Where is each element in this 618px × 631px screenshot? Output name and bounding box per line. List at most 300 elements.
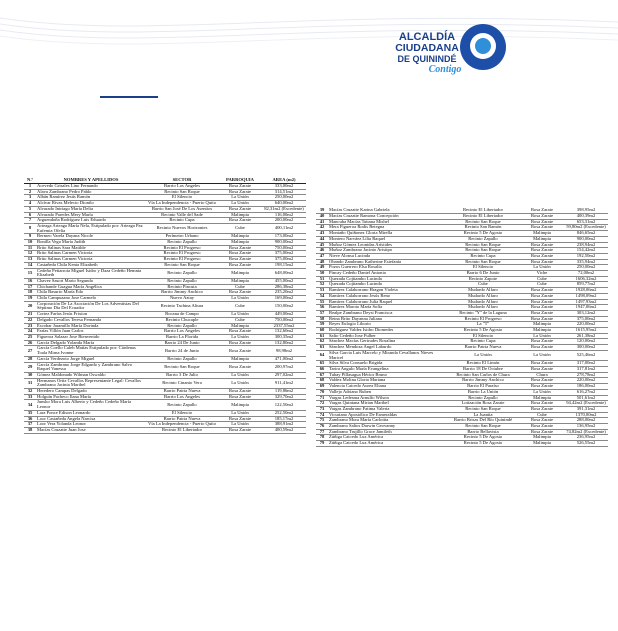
beneficiary-name: Loor Castañeda Angela Narcisa xyxy=(36,416,146,422)
sector-cell: Barrio La Unión xyxy=(446,389,520,395)
row-number: 28 xyxy=(24,356,36,362)
beneficiary-name: Zambrano Mora María Carlotita xyxy=(328,418,446,424)
sector-cell: Barrio Jimmy Anchico xyxy=(146,290,218,296)
row-number: 78 xyxy=(316,435,328,441)
parroquia-cell: Rosa Zarate xyxy=(218,362,262,372)
sector-cell: Bocana de Campo xyxy=(146,312,218,318)
header-parroquia: PARROQUIA xyxy=(218,178,262,184)
sector-cell: Recinto 5 De Agosto xyxy=(446,435,520,441)
sector-cell: Barrio Patria Nueva xyxy=(446,345,520,351)
beneficiary-name: Brito Salinas Carmen Victoria xyxy=(36,251,146,257)
area-cell: 220,00m2 xyxy=(564,378,608,384)
beneficiary-name: Mancuba Macías Tatiana Mishel xyxy=(328,219,446,225)
area-cell: 59,80m2 (Excedente) xyxy=(564,225,608,231)
row-number: 55 xyxy=(316,299,328,305)
sector-cell: Barrio Bellavista xyxy=(446,429,520,435)
area-cell: 74,82m2 (Excedente) xyxy=(564,429,608,435)
sector-cell: Mudardo Alfaro xyxy=(446,288,520,294)
area-cell: 400,39m2 xyxy=(564,214,608,220)
area-cell: 1370,00m2 xyxy=(564,412,608,418)
row-number: 65 xyxy=(316,361,328,367)
row-number: 20 xyxy=(24,301,36,311)
parroquia-cell: Rosa Zarate xyxy=(520,214,564,220)
area-cell: 72,00m2 xyxy=(564,271,608,277)
beneficiary-name: Loor Vera Yolanda Leonor xyxy=(36,422,146,428)
parroquia-cell: Malimpia xyxy=(218,234,262,240)
sector-cell: Recinto San Carlos de Chura xyxy=(446,372,520,378)
row-number: 48 xyxy=(316,259,328,265)
parroquia-cell: Rosa Zarate xyxy=(520,339,564,345)
sector-cell: Recinto Zapallo xyxy=(146,323,218,329)
area-cell: 375,00m2 xyxy=(262,257,306,263)
row-number: 42 xyxy=(316,225,328,231)
parroquia-cell: La Unión xyxy=(218,334,262,340)
area-cell: 303,12m2 xyxy=(564,310,608,316)
row-number: 50 xyxy=(316,271,328,277)
sector-cell: Recinto San Roque xyxy=(146,362,218,372)
parroquia-cell: La Unión xyxy=(520,333,564,339)
area-cell: 278,78m2 xyxy=(564,372,608,378)
area-cell: 250,00m2 xyxy=(564,265,608,271)
sector-cell: El Silencio xyxy=(446,265,520,271)
beneficiary-name: Reina Brito Dayanna Juliana xyxy=(328,316,446,322)
row-number: 43 xyxy=(316,231,328,237)
beneficiary-name: Zambrano Saltos Darwin Geovanny xyxy=(328,424,446,430)
area-cell: 329,70m2 xyxy=(262,394,306,400)
row-number: 21 xyxy=(24,312,36,318)
area-cell: 449,00m2 xyxy=(262,312,306,318)
row-number: 22 xyxy=(24,317,36,323)
area-cell: 750,00m2 xyxy=(262,245,306,251)
area-cell: 317,81m2 xyxy=(564,366,608,372)
parroquia-cell: Malimpia xyxy=(520,231,564,237)
sector-cell: Recinto Zapallo xyxy=(146,356,218,362)
sector-cell: Barrio 24 de Junio xyxy=(146,346,218,356)
sector-cell: Recinto El Limón xyxy=(446,361,520,367)
row-number: 71 xyxy=(316,395,328,401)
parroquia-cell: Rosa Zarate xyxy=(218,389,262,395)
parroquia-cell: Malimpia xyxy=(218,356,262,362)
area-cell: 82,31m2 (Excedente) xyxy=(262,206,306,212)
sector-cell: Recinto San Roque xyxy=(146,189,218,195)
row-number: 54 xyxy=(316,293,328,299)
parroquia-cell: Rosa Zarate xyxy=(218,394,262,400)
header-wave-decoration xyxy=(0,0,618,100)
area-cell: 200,00m2 xyxy=(262,218,306,224)
row-number: 33 xyxy=(24,394,36,400)
parroquia-cell: Malimpia xyxy=(520,236,564,242)
parroquia-cell: La Unión xyxy=(218,201,262,207)
beneficiary-name: Alava Zambrano Pedro Pablo xyxy=(36,189,146,195)
area-cell: 235,20m2 xyxy=(262,290,306,296)
beneficiary-name: Albán Ramírez Jesús Ramón xyxy=(36,195,146,201)
row-number: 14 xyxy=(24,262,36,268)
row-number: 35 xyxy=(24,410,36,416)
parroquia-cell: Rosa Zarate xyxy=(218,245,262,251)
parroquia-cell: Malimpia xyxy=(520,395,564,401)
parroquia-cell: La Unión xyxy=(520,350,564,360)
area-cell: 391,31m2 xyxy=(564,406,608,412)
beneficiary-name: Silva Garcia Luis Marcelo y Miranda Cevallanos Nieves Maricel xyxy=(328,350,446,360)
sector-cell: Barrio 24 De Junio xyxy=(146,340,218,346)
beneficiary-name: García Verdezoto Jorge Miguel xyxy=(36,356,146,362)
sector-cell: Recinto Pincuta xyxy=(146,284,218,290)
sector-cell: Lotización Rosa Zarate xyxy=(446,401,520,407)
parroquia-cell: Malimpia xyxy=(520,435,564,441)
parroquia-cell: Rosa Zarate xyxy=(218,329,262,335)
header-number: N.º xyxy=(24,178,36,184)
sector-cell: Recinto Zapallo xyxy=(146,400,218,410)
row-number: 66 xyxy=(316,366,328,372)
row-number: 3 xyxy=(24,195,36,201)
parroquia-cell: Rosa Zarate xyxy=(520,316,564,322)
parroquia-cell: Rosa Zarate xyxy=(218,262,262,268)
beneficiary-name: Cortez Farías Jesús Frixion xyxy=(36,312,146,318)
sector-cell: La "T" xyxy=(446,322,520,328)
row-number: 56 xyxy=(316,305,328,311)
sector-cell: Recinto San Roque xyxy=(446,406,520,412)
parroquia-cell: La Unión xyxy=(218,422,262,428)
table-row xyxy=(24,206,306,212)
sector-cell: Recinto San Roque xyxy=(446,259,520,265)
area-cell: 150,00m2 xyxy=(262,301,306,311)
beneficiary-name: Valencia Caicedo Aurea Eliana xyxy=(328,384,446,390)
beneficiary-name: Junsho Mora Luis Alberto y Cedeño Cedeño María Leonor xyxy=(36,400,146,410)
beneficiary-name: Alcívar Rivas Melecio Dionilo xyxy=(36,201,146,207)
row-number: 47 xyxy=(316,253,328,259)
area-cell: 900,00m2 xyxy=(262,240,306,246)
sector-cell: Recinto Cinanto Vera xyxy=(146,378,218,388)
parroquia-cell: Cube xyxy=(218,223,262,233)
area-cell: 1497,93m2 xyxy=(564,299,608,305)
beneficiary-name: Nieve Alonsa Lucinda xyxy=(328,253,446,259)
beneficiary-name: Chavez Sasori Mario Segundo xyxy=(36,278,146,284)
sector-cell: Cube xyxy=(446,282,520,288)
sector-cell: La Juanita xyxy=(446,412,520,418)
beneficiary-name: Acevedo Grisales Lino Fernando xyxy=(36,184,146,190)
area-cell: 317,00m2 xyxy=(564,361,608,367)
sector-cell: Recinto San Roque xyxy=(446,219,520,225)
beneficiary-name: Quezada Cojitambo Lucinda xyxy=(328,282,446,288)
beneficiary-name: Macías Cruzatte Juan Jose xyxy=(36,427,146,433)
area-cell: 1928,06m2 xyxy=(564,288,608,294)
row-number: 12 xyxy=(24,251,36,257)
header-name: NOMBRES Y APELLIDOS xyxy=(36,178,146,184)
sector-cell: Perímetro Urbano xyxy=(146,234,218,240)
row-number: 69 xyxy=(316,384,328,390)
beneficiary-name: Vargas Ledesma Arnulfo Wilson xyxy=(328,395,446,401)
sector-cell: Barrio La Florida xyxy=(146,334,218,340)
parroquia-cell: Cube xyxy=(520,276,564,282)
sector-cell: Nuevo Aztay xyxy=(146,296,218,302)
beneficiary-name: Silva Silva Consuelo Brigida xyxy=(328,361,446,367)
row-number: 44 xyxy=(316,236,328,242)
area-cell: 220,00m2 xyxy=(564,322,608,328)
sector-cell: Recinto Zapote xyxy=(446,276,520,282)
sector-cell: Recinto Zapallo xyxy=(146,278,218,284)
sector-cell: Recinto El Progreso xyxy=(146,245,218,251)
row-number: 41 xyxy=(316,219,328,225)
area-cell: 400,11m2 xyxy=(262,223,306,233)
row-number: 57 xyxy=(316,310,328,316)
table-row xyxy=(24,268,306,278)
sector-cell: Recinto Nuevos Horizontes xyxy=(146,223,218,233)
area-cell: 314,51m2 xyxy=(262,189,306,195)
beneficiary-name: García Zambrano Jorge Edgardo y Zambrano Salvo Raquel Vanessa xyxy=(36,362,146,372)
sector-cell: Recinto 5 De Agosto xyxy=(446,441,520,447)
area-cell: 236,95m2 xyxy=(564,435,608,441)
row-number: 39 xyxy=(316,208,328,214)
beneficiary-name: Zúñiga Caicedo Luz América xyxy=(328,441,446,447)
row-number: 24 xyxy=(24,329,36,335)
area-cell: 911,41m2 xyxy=(262,378,306,388)
table-row xyxy=(24,362,306,372)
parroquia-cell: La Unión xyxy=(218,296,262,302)
parroquia-cell: Malimpia xyxy=(218,212,262,218)
parroquia-cell: Malimpia xyxy=(218,400,262,410)
parroquia-cell: Cube xyxy=(218,284,262,290)
row-number: 17 xyxy=(24,284,36,290)
parroquia-cell: Rosa Zarate xyxy=(520,253,564,259)
area-cell: 750,00m2 xyxy=(262,317,306,323)
sector-cell: Mudardo Alfaro xyxy=(446,293,520,299)
parroquia-cell: Rosa Zarate xyxy=(520,242,564,248)
parroquia-cell: Malimpia xyxy=(218,268,262,278)
area-cell: 398,95m2 xyxy=(564,208,608,214)
row-number: 73 xyxy=(316,406,328,412)
sector-cell: Mudardo Alfaro xyxy=(446,305,520,311)
area-cell: 900,00m2 xyxy=(564,236,608,242)
parroquia-cell: La Unión xyxy=(218,312,262,318)
beneficiary-name: Rodríguez Valdez Isidro Diomedes xyxy=(328,328,446,334)
beneficiary-name: Muñoz Gómez Leonidas Arístides xyxy=(328,242,446,248)
sector-cell: Recinto Chucaple xyxy=(146,317,218,323)
area-cell: 169,00m2 xyxy=(262,296,306,302)
sector-cell: Barrio El Paraíso xyxy=(446,384,520,390)
table-row xyxy=(24,301,306,311)
sector-cell: Recinto Zapallo xyxy=(146,268,218,278)
parroquia-cell: Rosa Zarate xyxy=(218,427,262,433)
beneficiary-name: Macías Cruzatte Ramona Concepción xyxy=(328,214,446,220)
beneficiary-name: Figueroa Salazar Jose Bienvenido xyxy=(36,334,146,340)
sector-cell: Recinto 5 De Agosto xyxy=(446,231,520,237)
beneficiary-name: Alvarado Intriago María Delia xyxy=(36,206,146,212)
area-cell: 98,98m2 xyxy=(262,346,306,356)
row-number: 74 xyxy=(316,412,328,418)
beneficiary-name: Gómez Maldonado Wilman Oswaldo xyxy=(36,372,146,378)
area-cell: 375,00m2 xyxy=(262,251,306,257)
beneficiary-name: Corporación De La Asociación De Los Adventistas Del Séptimo Día Del Ecuador xyxy=(36,301,146,311)
area-cell: 526,55m2 xyxy=(564,441,608,447)
row-number: 36 xyxy=(24,416,36,422)
sector-cell: Recinto Cupa xyxy=(146,218,218,224)
area-cell: 648,00m2 xyxy=(262,268,306,278)
header-area: ÁREA (m2) xyxy=(262,178,306,184)
beneficiary-name: Montero Narváez Lilia Raquel xyxy=(328,236,446,242)
beneficiary-name: Muñoz Zambrano Jacinto Aristipo xyxy=(328,248,446,254)
sector-cell: Barrio Los Ángeles xyxy=(146,394,218,400)
area-cell: 1606,32m2 xyxy=(564,276,608,282)
area-cell: 288,00m2 xyxy=(564,418,608,424)
beneficiary-name: Brito Salinas Sara Matilde xyxy=(36,245,146,251)
parroquia-cell: Rosa Zarate xyxy=(218,251,262,257)
parroquia-cell: Rosa Zarate xyxy=(520,208,564,214)
beneficiary-name: Salto Cedeño Jose Fulber xyxy=(328,333,446,339)
row-number: 1 xyxy=(24,184,36,190)
area-cell: 1615,95m2 xyxy=(564,328,608,334)
beneficiary-name: Vargas Quintana Mirian Maribel xyxy=(328,401,446,407)
sector-cell: Recinto San Roque xyxy=(146,262,218,268)
area-cell: 132,80m2 xyxy=(262,340,306,346)
beneficiary-name: Castañeda Chila Kenia Elizabeth xyxy=(36,262,146,268)
row-number: 26 xyxy=(24,340,36,346)
row-number: 67 xyxy=(316,372,328,378)
parroquia-cell: Cube xyxy=(520,412,564,418)
row-number: 45 xyxy=(316,242,328,248)
sector-cell: El Silencio xyxy=(146,195,218,201)
row-number: 6 xyxy=(24,212,36,218)
area-cell: 198,15m2 xyxy=(262,262,306,268)
area-cell: 1498,09m2 xyxy=(564,293,608,299)
beneficiary-name: Ramírez Calahorrano Julia Raquel xyxy=(328,299,446,305)
row-number: 72 xyxy=(316,401,328,407)
sector-cell: Barrio Patria Nueva xyxy=(146,389,218,395)
beneficiary-name: Vargas Zambrano Fatima Valeria xyxy=(328,406,446,412)
beneficiary-name: Macías Cruzatte Karina Gabriela xyxy=(328,208,446,214)
area-cell: 154,42m2 xyxy=(564,248,608,254)
beneficiary-name: Reyes Eulogio Liborio xyxy=(328,322,446,328)
parroquia-cell: Rosa Zarate xyxy=(520,288,564,294)
parroquia-cell: Rosa Zarate xyxy=(520,384,564,390)
sector-cell: Barrio Jimmy Anchico xyxy=(446,378,520,384)
sector-cell: El Silencio xyxy=(446,333,520,339)
sector-cell: Recinto Zapallo xyxy=(446,395,520,401)
sector-cell: El Silencio xyxy=(146,410,218,416)
row-number: 32 xyxy=(24,389,36,395)
parroquia-cell: Rosa Zarate xyxy=(520,424,564,430)
parroquia-cell: Rosa Zarate xyxy=(520,310,564,316)
beneficiary-name: Lara Ponce Edison Leonardo xyxy=(36,410,146,416)
sector-cell: Recinto El Progreso xyxy=(446,316,520,322)
area-cell: 400,59m2 xyxy=(262,427,306,433)
beneficiary-name: Vicuriano Apostólico De Esmeraldas xyxy=(328,412,446,418)
parroquia-cell: Rosa Zarate xyxy=(218,340,262,346)
parroquia-cell: Rosa Zarate xyxy=(218,416,262,422)
parroquia-cell: Rosa Zarate xyxy=(218,218,262,224)
parroquia-cell: Malimpia xyxy=(520,328,564,334)
sector-cell: Barrio 3 De Julio xyxy=(146,372,218,378)
row-number: 7 xyxy=(24,218,36,224)
row-number: 25 xyxy=(24,334,36,340)
parroquia-cell: Rosa Zarate xyxy=(520,345,564,351)
area-cell: 173,00m2 xyxy=(262,234,306,240)
table-row xyxy=(24,346,306,356)
row-number: 16 xyxy=(24,278,36,284)
beneficiary-name: Brito Salinas Carmen Victoria xyxy=(36,257,146,263)
area-cell: 286,38m2 xyxy=(262,284,306,290)
row-number: 30 xyxy=(24,372,36,378)
beneficiary-name: Bonilla Vega María Judith xyxy=(36,240,146,246)
sector-cell: Recinto San Roque xyxy=(446,248,520,254)
sector-cell: Recinto Zapallo xyxy=(446,236,520,242)
beneficiary-name: Tubay Pillasagua Héctor Bruno xyxy=(328,372,446,378)
row-number: 40 xyxy=(316,214,328,220)
table-row xyxy=(316,350,608,360)
parroquia-cell: Cube xyxy=(520,282,564,288)
beneficiary-name: Tarira Angulo María Evangelina xyxy=(328,366,446,372)
parroquia-cell: La Unión xyxy=(218,378,262,388)
beneficiary-name: Ramírez Calahorrano Jesús Reno xyxy=(328,293,446,299)
table-row xyxy=(24,223,306,233)
area-cell: 375,00m2 xyxy=(564,316,608,322)
sector-cell: Recinto El Libertador xyxy=(146,427,218,433)
beneficiaries-table-right xyxy=(316,208,608,447)
area-cell: 335,94m2 xyxy=(564,259,608,265)
parroquia-cell: Rosa Zarate xyxy=(520,293,564,299)
row-number: 52 xyxy=(316,282,328,288)
parroquia-cell: Rosa Zarate xyxy=(520,429,564,435)
area-cell: 186,00m2 xyxy=(564,384,608,390)
parroquia-cell: Rosa Zarate xyxy=(520,299,564,305)
row-number: 59 xyxy=(316,322,328,328)
row-number: 9 xyxy=(24,234,36,240)
beneficiary-name: Holguín Pacheco Ilana María xyxy=(36,394,146,400)
beneficiary-name: Obando Zambrano Katherine Estefanía xyxy=(328,259,446,265)
row-number: 68 xyxy=(316,378,328,384)
logo-text-quininde: DE QUININDÉ xyxy=(397,54,457,64)
row-number: 75 xyxy=(316,418,328,424)
parroquia-cell: Cube xyxy=(218,301,262,311)
beneficiary-name: Chila Basurto María Eda xyxy=(36,290,146,296)
beneficiary-name: Ramírez Calahorrano Hragon Violeta xyxy=(328,288,446,294)
parroquia-cell: La Unión xyxy=(218,410,262,416)
area-cell: 120,00m2 xyxy=(564,339,608,345)
row-number: 70 xyxy=(316,389,328,395)
sector-cell: Recinto Valle del Sade xyxy=(146,212,218,218)
parroquia-cell: Cube xyxy=(218,317,262,323)
beneficiary-name: Delgado Cevallos Teresa Fernanda xyxy=(36,317,146,323)
logo-text-alcaldia: ALCALDÍA xyxy=(398,31,456,43)
row-number: 5 xyxy=(24,206,36,212)
logo-text-contigo: Contigo xyxy=(428,64,462,75)
parroquia-cell: Rosa Zarate xyxy=(520,219,564,225)
parroquia-cell: Malimpia xyxy=(520,322,564,328)
parroquia-cell: Rosa Zarate xyxy=(520,259,564,265)
area-cell: 455,00m2 xyxy=(262,278,306,284)
table-row xyxy=(24,427,306,433)
area-cell: 252,50m2 xyxy=(262,410,306,416)
parroquia-cell: Chura xyxy=(520,372,564,378)
row-number: 38 xyxy=(24,427,36,433)
sector-cell: Recinto El Progreso xyxy=(146,257,218,263)
area-cell: 616,27m2 xyxy=(564,389,608,395)
row-number: 19 xyxy=(24,296,36,302)
parroquia-cell: Rosa Zarate xyxy=(218,257,262,263)
row-number: 49 xyxy=(316,265,328,271)
parroquia-cell: Rosa Zarate xyxy=(520,401,564,407)
area-cell: 136,95m2 xyxy=(564,424,608,430)
row-number: 13 xyxy=(24,257,36,263)
area-cell: 94,42m2 (Excedente) xyxy=(564,401,608,407)
beneficiary-name: García Delgado Yolanda María xyxy=(36,340,146,346)
parroquia-cell: Rosa Zarate xyxy=(218,206,262,212)
beneficiary-name: Vallejo Adriano Ruben xyxy=(328,389,446,395)
beneficiary-name: Sánchez Macías Gertrudes Rosalina xyxy=(328,339,446,345)
beneficiary-name: Chichande Guagua María Angélica xyxy=(36,284,146,290)
area-cell: 640,00m2 xyxy=(262,201,306,207)
row-number: 10 xyxy=(24,240,36,246)
area-cell: 200,97m2 xyxy=(262,362,306,372)
